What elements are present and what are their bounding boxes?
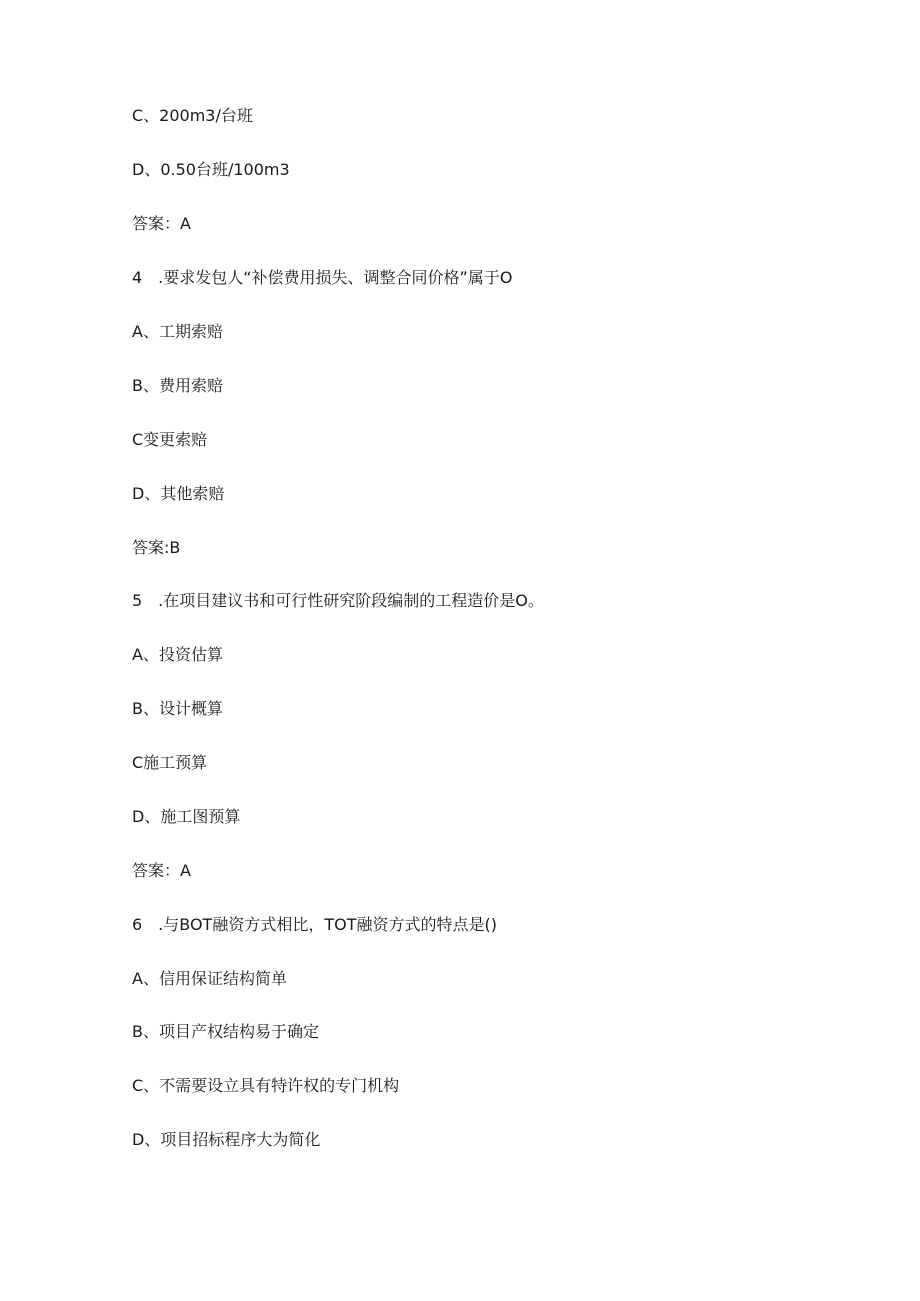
option-d-q6: D、项目招标程序大为简化 <box>132 1130 321 1149</box>
answer-q5: 答案：A <box>132 861 191 880</box>
question-5: 5 .在项目建议书和可行性研究阶段编制的工程造价是O。 <box>132 591 544 610</box>
answer-q3: 答案：A <box>132 214 191 233</box>
option-a-q4: A、工期索赔 <box>132 322 223 341</box>
option-a-q6: A、信用保证结构简单 <box>132 969 287 988</box>
option-b-q6: B、项目产权结构易于确定 <box>132 1022 319 1041</box>
option-c-q3: C、200m3∕台班 <box>132 106 253 125</box>
option-c-q6: C、不需要设立具有特许权的专门机构 <box>132 1076 400 1095</box>
option-a-q5: A、投资估算 <box>132 645 223 664</box>
option-d-q4: D、其他索赔 <box>132 484 225 503</box>
option-b-q4: B、费用索赔 <box>132 376 223 395</box>
option-d-q3: D、0.50台班∕100m3 <box>132 160 290 179</box>
option-c-q5: C施工预算 <box>132 753 208 772</box>
option-d-q5: D、施工图预算 <box>132 807 241 826</box>
option-b-q5: B、设计概算 <box>132 699 223 718</box>
answer-q4: 答案:B <box>132 538 181 557</box>
question-6: 6 .与BOT融资方式相比，TOT融资方式的特点是() <box>132 915 497 934</box>
question-4: 4 .要求发包人“补偿费用损失、调整合同价格”属于O <box>132 268 513 287</box>
option-c-q4: C变更索赔 <box>132 430 208 449</box>
